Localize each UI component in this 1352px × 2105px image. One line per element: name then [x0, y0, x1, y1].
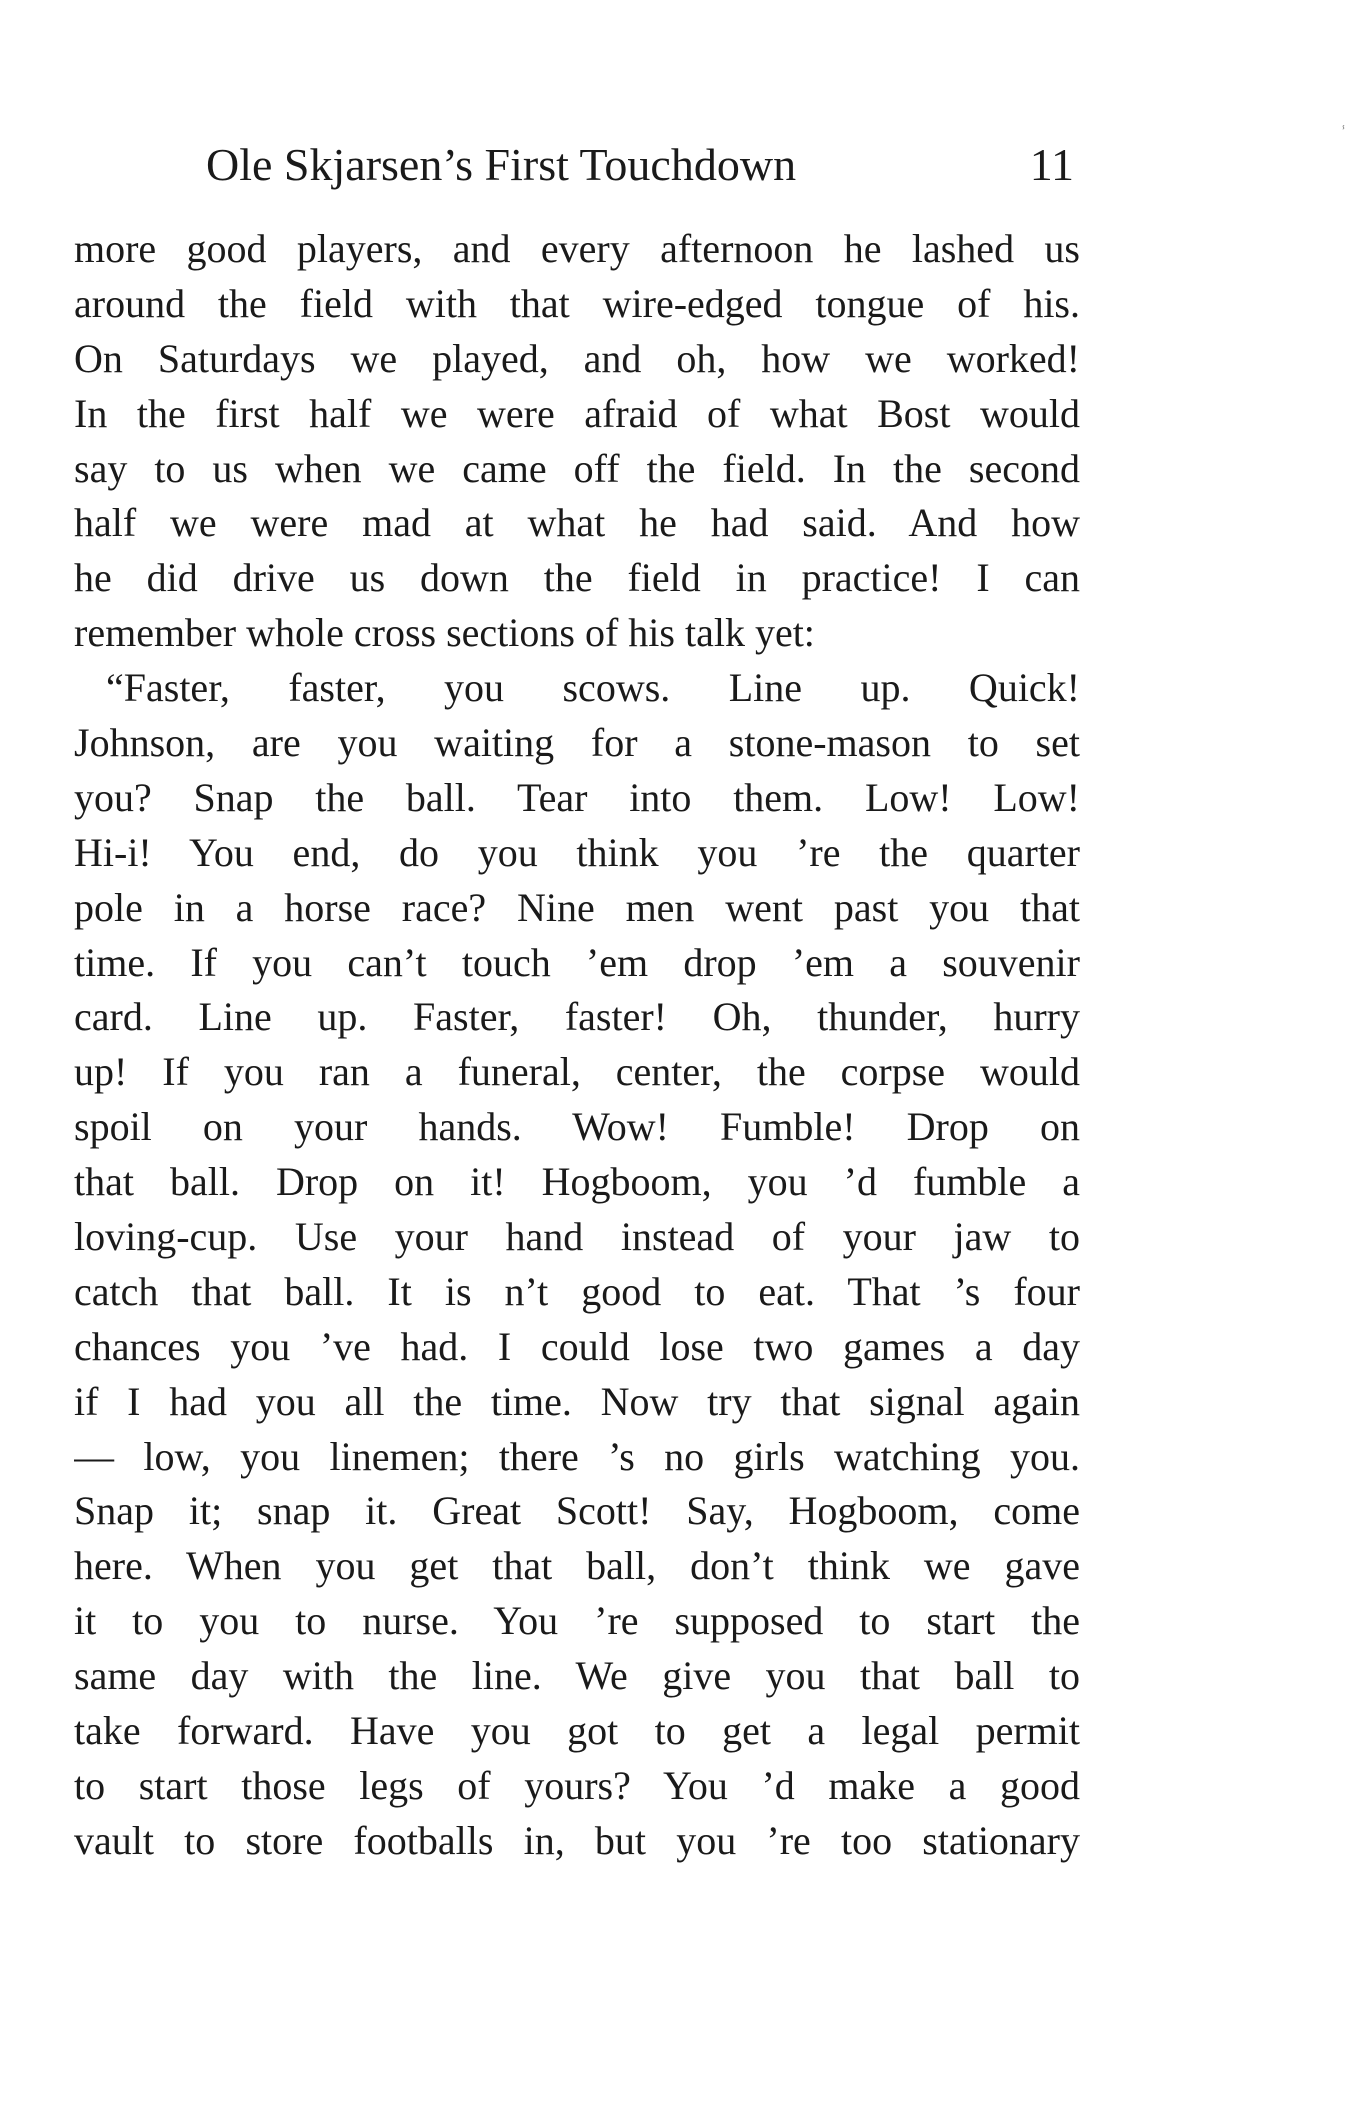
- text-line: more good players, and every afternoon he lashed us: [74, 226, 1080, 271]
- text-line: here. When you get that ball, don’t think we gave: [74, 1543, 1080, 1589]
- text-line: same day with the line. We give you that ball to: [74, 1653, 1080, 1699]
- text-line: if I had you all the time. Now try that signal again: [74, 1378, 1080, 1424]
- text-line: remember whole cross sections of his talk yet:: [74, 610, 815, 656]
- text-line: chances you ’ve had. I could lose two games a day: [74, 1323, 1080, 1369]
- text-line: up! If you ran a funeral, center, the corpse would: [74, 1049, 1080, 1095]
- text-line: On Saturdays we played, and oh, how we worked!: [74, 335, 1080, 381]
- text-line: catch that ball. It is n’t good to eat. That ’s four: [74, 1268, 1080, 1314]
- page-number: 11: [1029, 139, 1074, 190]
- text-line: you? Snap the ball. Tear into them. Low! Low!: [74, 774, 1080, 820]
- text-line: half we were mad at what he had said. And how: [74, 500, 1080, 546]
- text-line: — low, you linemen; there ’s no girls watching you.: [74, 1433, 1080, 1479]
- running-head-title: Ole Skjarsen’s First Touchdown: [206, 139, 797, 190]
- text-line: “Faster, faster, you scows. Line up. Quick!: [106, 665, 1080, 711]
- text-line: card. Line up. Faster, faster! Oh, thunder, hurry: [74, 994, 1080, 1040]
- text-line: Johnson, are you waiting for a stone-mason to set: [74, 720, 1080, 766]
- text-line: Hi-i! You end, do you think you ’re the quarter: [74, 829, 1080, 875]
- text-line: time. If you can’t touch ’em drop ’em a souvenir: [74, 939, 1080, 985]
- text-line: to start those legs of yours? You ’d make a good: [74, 1762, 1080, 1808]
- text-line: say to us when we came off the field. In the second: [74, 445, 1080, 491]
- text-line: it to you to nurse. You ’re supposed to start the: [74, 1598, 1080, 1644]
- text-line: In the first half we were afraid of what Bost would: [74, 390, 1080, 436]
- running-head: [206, 138, 1074, 192]
- text-line: loving-cup. Use your hand instead of your jaw to: [74, 1214, 1080, 1260]
- text-line: take forward. Have you got to get a legal permit: [74, 1708, 1080, 1754]
- text-line: vault to store footballs in, but you ’re too stationary: [74, 1817, 1080, 1863]
- margin-speck: ⸯ: [1340, 126, 1347, 140]
- text-line: around the field with that wire-edged tongue of his.: [74, 280, 1080, 326]
- text-line: pole in a horse race? Nine men went past you that: [74, 884, 1080, 930]
- text-line: he did drive us down the field in practice! I can: [74, 555, 1080, 601]
- body-text: [74, 222, 1080, 1869]
- text-line: spoil on your hands. Wow! Fumble! Drop on: [74, 1104, 1080, 1150]
- text-line: Snap it; snap it. Great Scott! Say, Hogboom, come: [74, 1488, 1080, 1534]
- text-line: that ball. Drop on it! Hogboom, you ’d fumble a: [74, 1159, 1080, 1205]
